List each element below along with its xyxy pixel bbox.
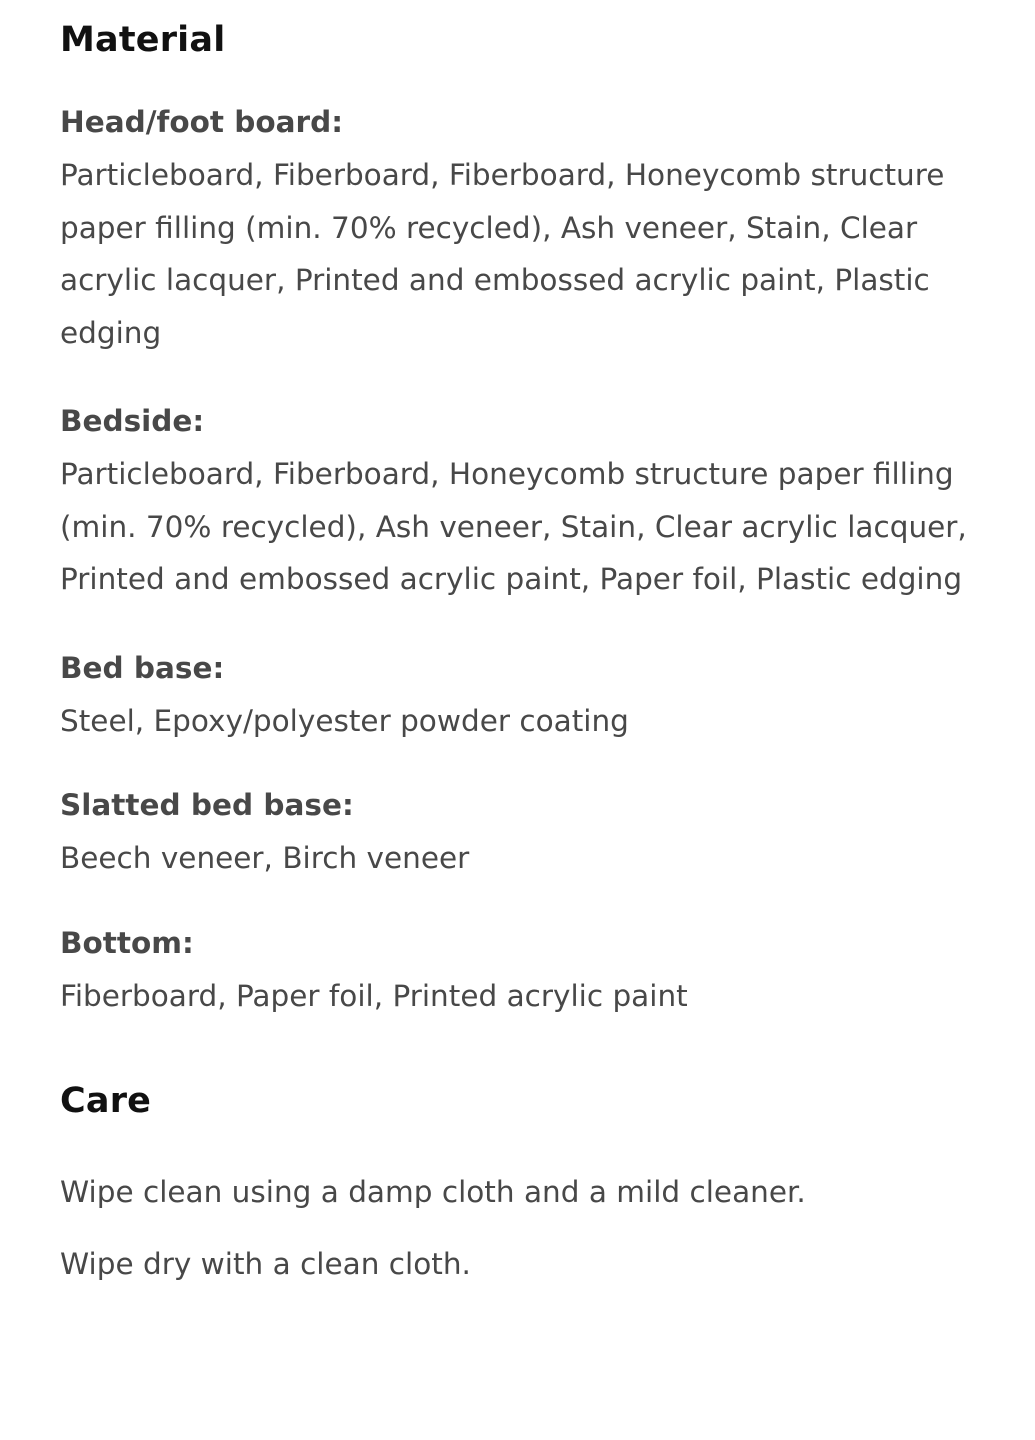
material-item-bedside [60, 403, 975, 606]
material-label: Bottom: [60, 925, 194, 960]
material-item-bottom [60, 925, 975, 1023]
material-value: Beech veneer, Birch veneer [60, 841, 470, 875]
material-label: Head/foot board: [60, 105, 343, 139]
material-value: Fiberboard, Paper foil, Printed acrylic paint [60, 978, 688, 1013]
care-instruction-clean: Wipe clean using a damp cloth and a mild cleaner. [60, 1175, 806, 1209]
material-heading: Material [60, 20, 226, 60]
material-label: Bedside: [60, 404, 205, 438]
material-item-head-foot-board [60, 104, 975, 359]
material-value: Steel, Epoxy/polyester powder coating [60, 703, 629, 738]
material-label: Slatted bed base: [60, 788, 354, 822]
material-value: Particleboard, Fiberboard, Honeycomb structure paper filling (min. 70% recycled), Ash veneer, Stain, Clear acrylic lacquer, Printed and embossed acrylic paint, Paper foil, Plastic edging [60, 457, 967, 596]
care-instruction-dry: Wipe dry with a clean cloth. [60, 1247, 471, 1281]
material-list [60, 104, 975, 1022]
material-item-slatted-bed-base [60, 787, 975, 885]
care-heading: Care [60, 1081, 152, 1121]
material-label: Bed base: [60, 650, 225, 685]
material-value: Particleboard, Fiberboard, Fiberboard, Honeycomb structure paper filling (min. 70% recycled), Ash veneer, Stain, Clear acrylic lacquer, Printed and embossed acrylic paint, Plastic edging [60, 158, 945, 350]
material-item-bed-base [60, 650, 975, 748]
